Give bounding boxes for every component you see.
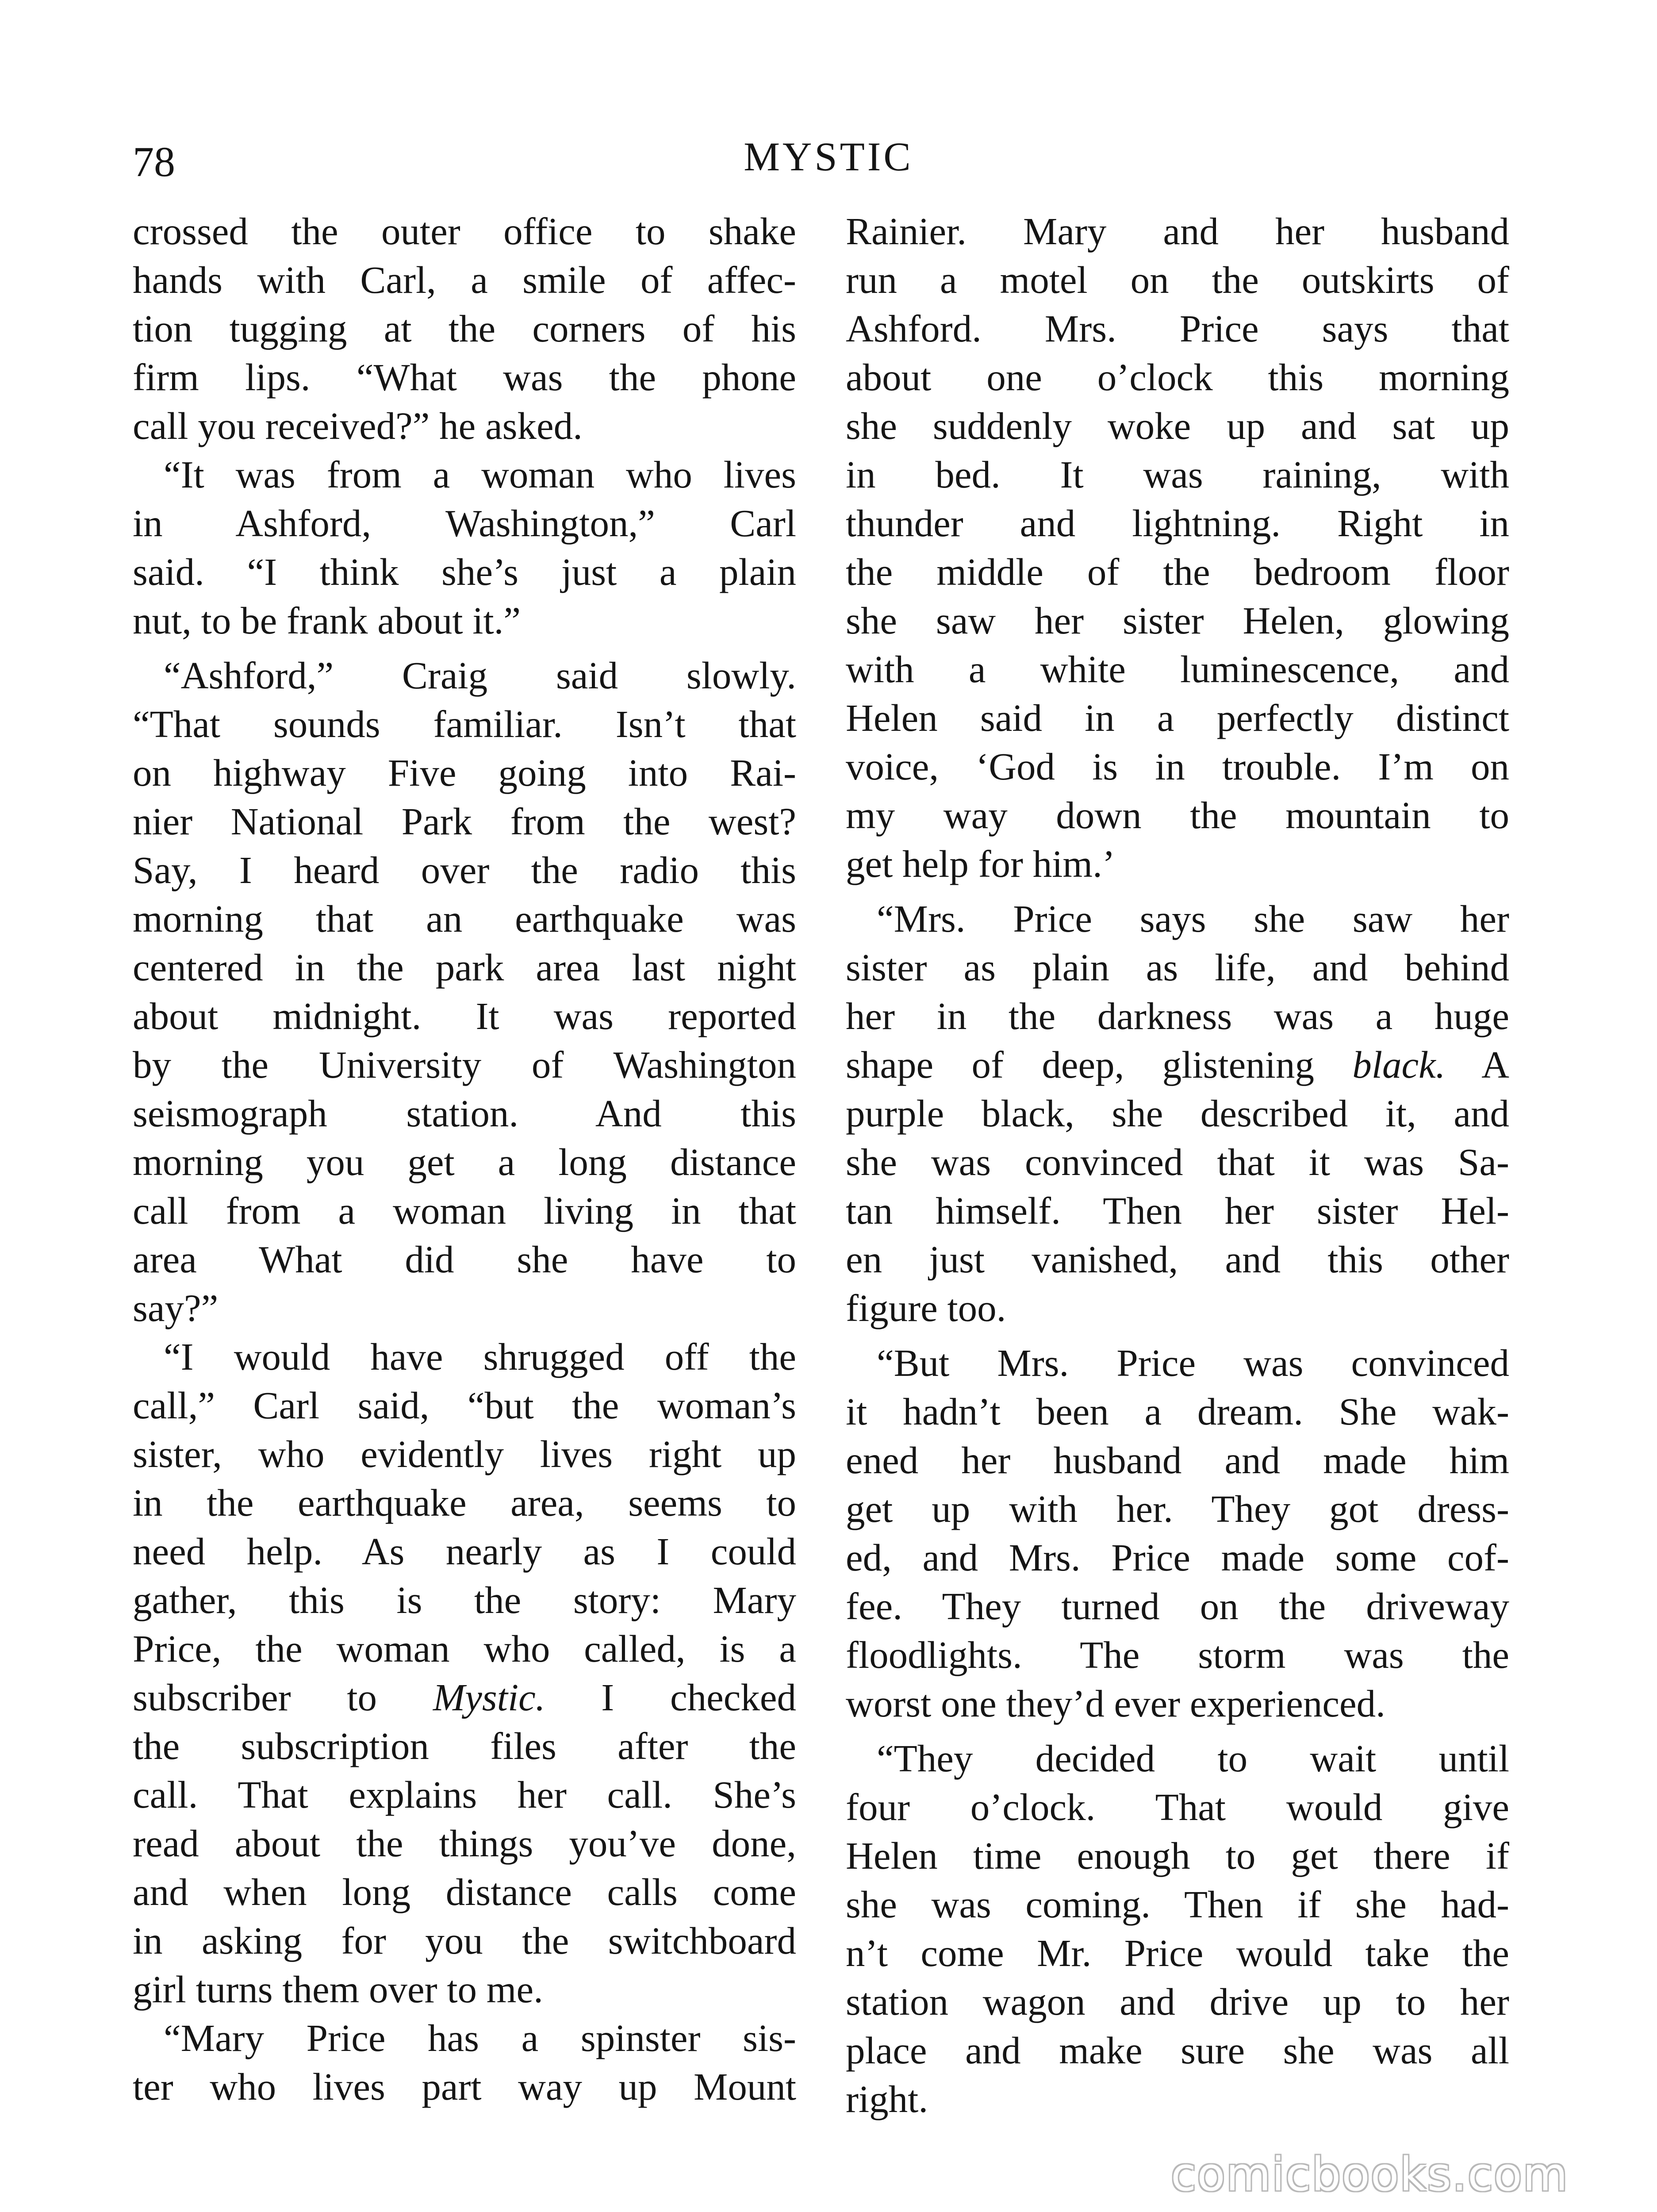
- text-line: [846, 1041, 1509, 1089]
- text-line: “But Mrs. Price was convinced: [877, 1341, 1509, 1384]
- text-line: the subscription files after the: [133, 1724, 796, 1767]
- watermark: comicbooks.com: [1170, 2147, 1569, 2201]
- text-line: area What did she have to: [133, 1238, 796, 1281]
- magazine-title: Mystic.: [433, 1676, 545, 1719]
- text-line: said. “I think she’s just a plain: [133, 550, 796, 593]
- text-line: sister, who evidently lives right up: [133, 1432, 796, 1475]
- text-line: need help. As nearly as I could: [133, 1530, 796, 1573]
- text-line: Say, I heard over the radio this: [133, 849, 796, 891]
- text-line: nut, to be frank about it.”: [133, 599, 521, 642]
- text-line: about midnight. It was reported: [133, 995, 796, 1037]
- text-line: run a motel on the outskirts of: [846, 258, 1509, 301]
- text-line: “That sounds familiar. Isn’t that: [133, 703, 796, 745]
- text-line: crossed the outer office to shake: [133, 210, 796, 253]
- right-column: [846, 207, 1509, 2124]
- text-line: firm lips. “What was the phone: [133, 356, 796, 399]
- text-line: in asking for you the switchboard: [133, 1919, 796, 1962]
- text-line: ter who lives part way up Mount: [133, 2065, 796, 2108]
- text-line: “I would have shrugged off the: [164, 1335, 796, 1378]
- text-line: tan himself. Then her sister Hel-: [846, 1189, 1509, 1232]
- text-line: call. That explains her call. She’s: [133, 1773, 796, 1816]
- left-column: [133, 207, 796, 2111]
- text-line: “It was from a woman who lives: [164, 453, 796, 496]
- text-line: “Ashford,” Craig said slowly.: [164, 654, 796, 697]
- text-line: the middle of the bedroom floor: [846, 550, 1509, 593]
- text-line: in Ashford, Washington,” Carl: [133, 502, 796, 545]
- text-line: Helen said in a perfectly distinct: [846, 696, 1509, 739]
- text-line: and when long distance calls come: [133, 1870, 796, 1913]
- text-line: purple black, she described it, and: [846, 1092, 1509, 1135]
- text-line: about one o’clock this morning: [846, 356, 1509, 399]
- text-line: thunder and lightning. Right in: [846, 502, 1509, 545]
- text-line: she saw her sister Helen, glowing: [846, 599, 1509, 642]
- text-line: Rainier. Mary and her husband: [846, 210, 1509, 253]
- text-line: centered in the park area last night: [133, 946, 796, 989]
- text-line: girl turns them over to me.: [133, 1968, 543, 2011]
- text-run: A: [1445, 1043, 1509, 1086]
- text-line: voice, ‘God is in trouble. I’m on: [846, 745, 1509, 788]
- text-line: worst one they’d ever experienced.: [846, 1682, 1385, 1725]
- text-line: station wagon and drive up to her: [846, 1980, 1509, 2023]
- text-line: morning that an earthquake was: [133, 897, 796, 940]
- text-line: her in the darkness was a huge: [846, 995, 1509, 1037]
- text-line: seismograph station. And this: [133, 1092, 796, 1135]
- text-line: “Mary Price has a spinster sis-: [164, 2016, 796, 2059]
- text-line: four o’clock. That would give: [846, 1786, 1509, 1828]
- text-line: in bed. It was raining, with: [846, 453, 1509, 496]
- text-line: in the earthquake area, seems to: [133, 1481, 796, 1524]
- text-line: say?”: [133, 1286, 219, 1329]
- text-line: ened her husband and made him: [846, 1439, 1509, 1482]
- text-line: “They decided to wait until: [877, 1737, 1509, 1780]
- text-line: by the University of Washington: [133, 1043, 796, 1086]
- text-line: “Mrs. Price says she saw her: [877, 897, 1509, 940]
- emphasis-word: black.: [1352, 1043, 1446, 1086]
- text-line: she was convinced that it was Sa-: [846, 1141, 1509, 1183]
- text-line: get up with her. They got dress-: [846, 1487, 1509, 1530]
- text-line: figure too.: [846, 1286, 1006, 1329]
- text-line: en just vanished, and this other: [846, 1238, 1509, 1281]
- running-title: MYSTIC: [744, 134, 913, 179]
- text-line: right.: [846, 2078, 928, 2120]
- text-line: she was coming. Then if she had-: [846, 1883, 1509, 1926]
- text-line: sister as plain as life, and behind: [846, 946, 1509, 989]
- text-line: fee. They turned on the driveway: [846, 1585, 1509, 1628]
- text-line: my way down the mountain to: [846, 794, 1509, 837]
- text-line: [133, 1673, 796, 1722]
- text-line: with a white luminescence, and: [846, 648, 1509, 691]
- text-line: place and make sure she was all: [846, 2029, 1509, 2072]
- text-line: on highway Five going into Rai-: [133, 751, 796, 794]
- text-line: Ashford. Mrs. Price says that: [846, 307, 1509, 350]
- text-line: call from a woman living in that: [133, 1189, 796, 1232]
- text-line: Price, the woman who called, is a: [133, 1627, 796, 1670]
- text-run: shape of deep, glistening: [846, 1043, 1353, 1086]
- text-line: tion tugging at the corners of his: [133, 307, 796, 350]
- text-line: read about the things you’ve done,: [133, 1822, 796, 1865]
- text-line: floodlights. The storm was the: [846, 1633, 1509, 1676]
- page-number: 78: [133, 138, 175, 185]
- text-line: nier National Park from the west?: [133, 800, 796, 843]
- text-line: she suddenly woke up and sat up: [846, 404, 1509, 447]
- text-run: I checked: [545, 1676, 797, 1719]
- text-line: it hadn’t been a dream. She wak-: [846, 1390, 1509, 1433]
- text-line: get help for him.’: [846, 842, 1115, 885]
- text-line: n’t come Mr. Price would take the: [846, 1932, 1509, 1974]
- text-line: Helen time enough to get there if: [846, 1834, 1509, 1877]
- text-run: subscriber to: [133, 1676, 433, 1719]
- text-line: morning you get a long distance: [133, 1141, 796, 1183]
- text-line: gather, this is the story: Mary: [133, 1578, 796, 1621]
- text-line: ed, and Mrs. Price made some cof-: [846, 1536, 1509, 1579]
- text-line: call,” Carl said, “but the woman’s: [133, 1384, 796, 1427]
- text-line: call you received?” he asked.: [133, 404, 583, 447]
- text-line: hands with Carl, a smile of affec-: [133, 258, 796, 301]
